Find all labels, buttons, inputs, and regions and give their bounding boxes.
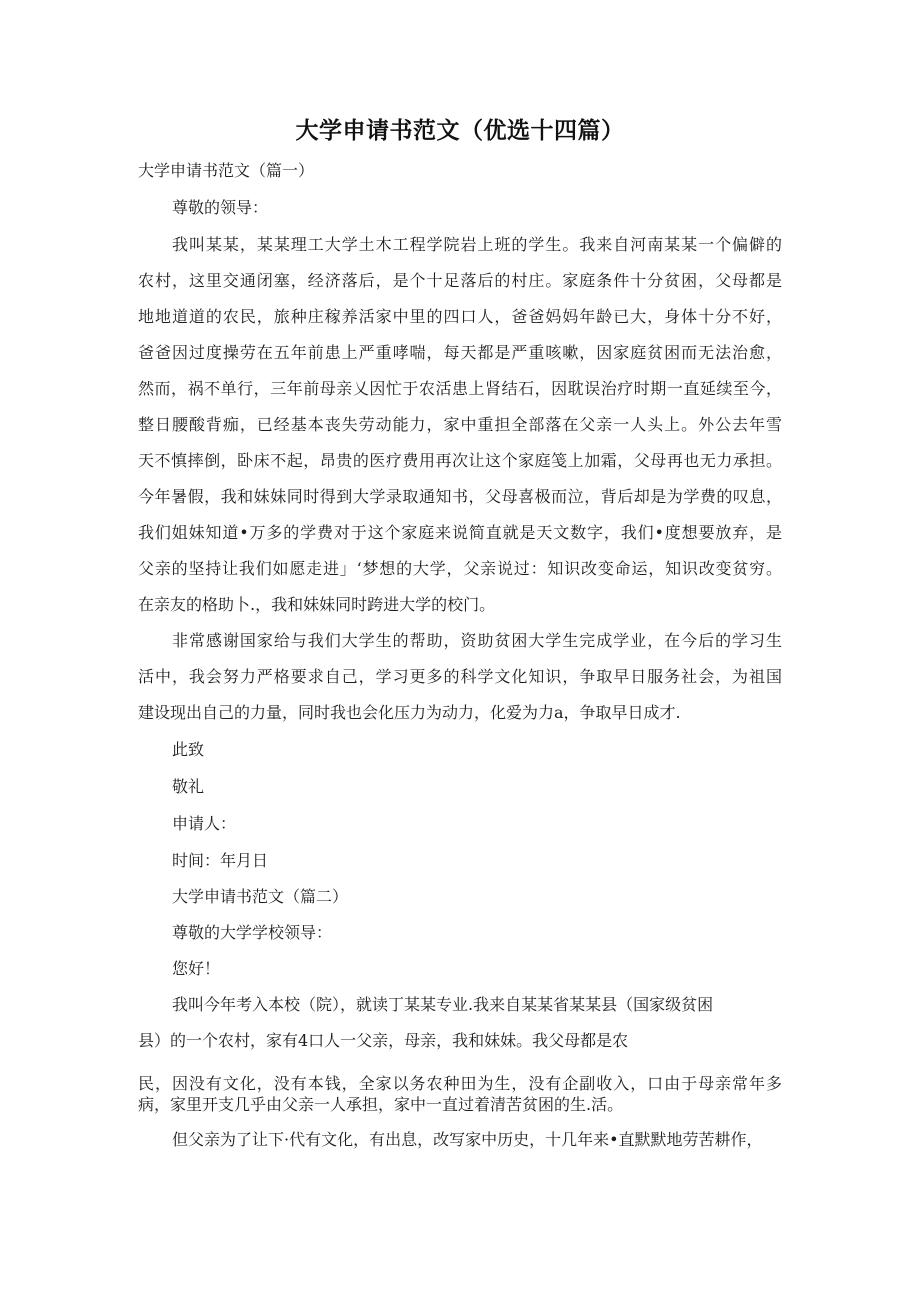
section1-para1-line: 天不慎摔倒，卧床不起，昂贵的医疗费用再次让这个家庭笺上加霜，父母再也无力承担。 bbox=[138, 451, 782, 470]
section1-para2-line: 活中，我会努力严格要求自己，学习更多的科学文化知识，争取早日服务社会，为祖国 bbox=[138, 667, 782, 686]
section1-para1-line: 今年暑假，我和妹妹同时得到大学录取通知书，父母喜极而泣，背后却是为学费的叹息， bbox=[138, 487, 782, 506]
document-title: 大学申请书范文（优选十四篇） bbox=[295, 118, 625, 144]
section1-para1-line: 爸爸因过度操劳在五年前患上严重哮喘，每天都是严重咳嗽，因家庭贫困而无法治愈， bbox=[138, 343, 782, 362]
section1-para1-line: 父亲的坚持让我们如愿走进」‘梦想的大学，父亲说过：知识改变命运，知识改变贫穷。 bbox=[138, 559, 782, 578]
section1-para1-line: 然而，祸不单行，三年前母亲乂因忙于农活患上肾结石，因耽误治疗时期一直延续至今， bbox=[138, 379, 782, 398]
section1-para2-line: 建设现出自己的力量，同时我也会化压力为动力，化爱为力a，争取早日成才. bbox=[138, 703, 681, 722]
section1-para1-line: 我叫某某，某某理工大学土木工程学院岩上班的学生。我来自河南某某一个偏僻的 bbox=[172, 235, 782, 254]
section1-para1-line: 整日腰酸背痂，已经基本丧失劳动能力，家中重担全部落在父亲一人头上。外公去年雪 bbox=[138, 415, 782, 434]
section1-para1-line: 地地道道的农民，旅种庄稼养活家中里的四口人，爸爸妈妈年龄已大，身体十分不好， bbox=[138, 307, 782, 326]
section2-salutation: 尊敬的大学学校领导： bbox=[172, 923, 333, 942]
section2-para1-line: 我叫今年考入本校（院），就读丁某某专业.我来自某某省某某县（国家级贫困 bbox=[172, 995, 714, 1014]
date-line: 时间：年月日 bbox=[172, 851, 269, 870]
section2-heading: 大学申请书范文（篇二） bbox=[172, 887, 349, 906]
applicant-line: 申请人： bbox=[172, 814, 237, 833]
closing-line: 敬礼 bbox=[172, 777, 205, 796]
section1-salutation: 尊敬的领导： bbox=[172, 198, 269, 217]
section1-heading: 大学申请书范文（篇一） bbox=[138, 161, 315, 180]
section2-para2-line: 病，家里开支几乎由父亲一人承担，家中一直过着清苦贫困的生.活。 bbox=[138, 1095, 624, 1114]
closing-line: 此致 bbox=[172, 740, 205, 759]
section2-para3-line: 但父亲为了让下·代有文化，有出息，改写家中历史，十几年来•直默默地劳苦耕作， bbox=[172, 1130, 763, 1149]
section1-para2-line: 非常感谢国家给与我们大学生的帮助，资助贫困大学生完成学业，在今后的学习生 bbox=[172, 631, 782, 650]
section1-para1-line: 在亲友的格助卜.，我和妹妹同时跨进大学的校门。 bbox=[138, 595, 496, 614]
section2-greeting: 您好！ bbox=[172, 959, 221, 978]
section2-para2-line: 民，因没有文化，没有本钱，全家以务农种田为生，没有企副收入，口由于母亲常年多 bbox=[138, 1074, 782, 1093]
section1-para1-line: 农村，这里交通闭塞，经济落后，是个十足落后的村庄。家庭条件十分贫困，父母都是 bbox=[138, 271, 782, 290]
section2-para1-line: 县）的一个农村，家有4口人一父亲，母亲，我和妹妹。我父母都是农 bbox=[138, 1031, 629, 1050]
section1-para1-line: 我们姐妹知道•万多的学费对于这个家庭来说简直就是天文数字，我们•度想要放弃，是 bbox=[138, 523, 782, 542]
